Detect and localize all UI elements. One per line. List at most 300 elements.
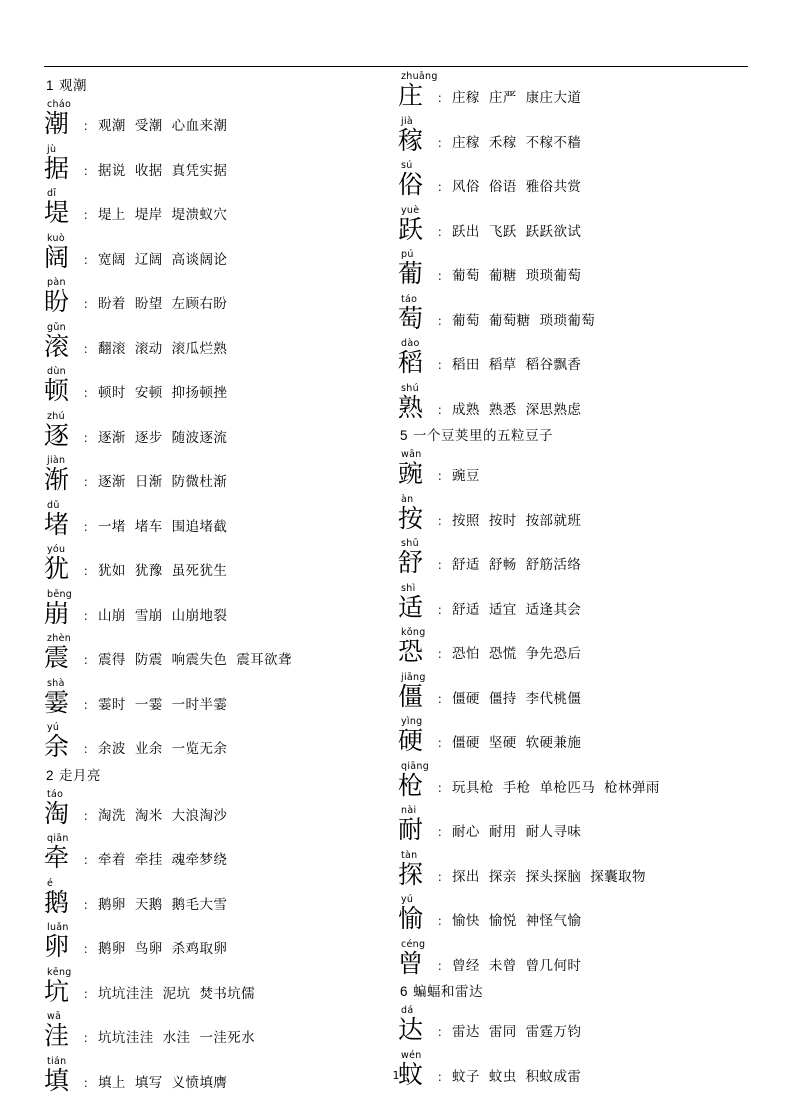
word-list [452,90,581,109]
character-block [44,100,86,137]
pinyin-label: cháo [47,99,72,111]
word-item: 堤上 [98,207,126,224]
word-list [452,913,581,932]
pinyin-label: qiān [47,833,69,845]
word-item: 跃出 [452,223,480,240]
section-title [400,984,730,1000]
word-item: 水洼 [162,1030,191,1047]
word-item: 收据 [134,162,163,179]
word-list [452,735,581,754]
word-list [452,224,581,243]
word-item: 耐用 [488,824,517,841]
pinyin-label: yìng [401,716,423,728]
pinyin-label: tàn [401,849,418,861]
word-item: 舒畅 [488,557,517,574]
word-item: 左顾右盼 [171,296,228,313]
word-item: 填写 [134,1074,163,1091]
pinyin-label: dǔ [47,499,60,511]
word-item: 山崩 [98,607,126,624]
hanzi-character: 填 [44,1065,70,1095]
word-item: 犹豫 [134,563,163,580]
colon-separator: ： [83,119,96,134]
word-item: 禾稼 [488,134,517,151]
word-item: 舒适 [452,557,480,574]
character-block [44,189,86,226]
word-item: 霎时 [98,696,126,713]
colon-separator: ： [437,736,450,751]
hanzi-character: 按 [398,503,424,533]
word-item: 据说 [98,162,126,179]
character-entry [44,634,376,671]
character-block [398,339,440,376]
word-item: 僵硬 [452,735,480,752]
section-label: 观潮 [59,78,88,93]
character-block [398,673,440,710]
word-item: 辽阔 [134,251,163,268]
pinyin-label: nài [401,805,417,817]
colon-separator: ： [83,853,96,868]
word-item: 随波逐流 [171,429,228,446]
character-entry [44,590,376,627]
word-item: 稻草 [488,357,517,373]
pinyin-label: kuò [47,232,65,244]
pinyin-label: dùn [47,366,66,378]
word-item: 积蚊成雷 [525,1068,582,1085]
word-item: 争先恐后 [525,646,582,663]
pinyin-label: sú [401,160,413,171]
word-list [98,341,227,360]
hanzi-character: 跃 [398,214,424,244]
character-entry [44,879,376,916]
character-entry [398,717,730,754]
hanzi-character: 卵 [44,932,70,962]
colon-separator: ： [83,608,96,623]
hanzi-character: 淘 [44,798,70,828]
character-block [44,723,86,760]
hanzi-character: 俗 [398,170,424,199]
word-item: 雪崩 [134,607,163,624]
character-block [44,545,86,582]
hanzi-character: 愉 [398,904,424,934]
colon-separator: ： [437,180,450,194]
word-item: 真凭实据 [171,162,228,179]
word-item: 豌豆 [452,468,480,485]
word-item: 观潮 [98,118,126,135]
character-entry [44,456,376,493]
word-item: 按部就班 [525,512,582,529]
word-list [452,468,480,487]
word-item: 滚动 [134,340,163,357]
word-item: 稻谷飘香 [525,357,582,373]
word-item: 山崩地裂 [171,607,228,624]
word-item: 受潮 [134,118,163,135]
character-block [398,250,440,287]
character-entry [44,1012,376,1049]
hanzi-character: 阔 [44,242,70,272]
word-item: 庄稼 [452,90,480,106]
pinyin-label: jiāng [401,671,426,683]
word-item: 僵持 [488,690,517,707]
pinyin-label: shū [401,538,419,550]
word-item: 李代桃僵 [525,690,582,707]
word-item: 震得 [98,652,126,669]
character-block [398,1006,440,1043]
word-list [452,357,581,376]
pinyin-label: àn [401,493,414,505]
colon-separator: ： [83,1031,96,1046]
pinyin-label: dī [47,188,57,200]
word-item: 愉悦 [488,913,517,930]
hanzi-character: 坑 [44,976,70,1006]
colon-separator: ： [83,653,96,668]
hanzi-character: 庄 [398,81,424,110]
colon-separator: ： [437,91,450,105]
word-item: 坑坑洼洼 [98,985,154,1002]
pinyin-label: zhuāng [401,71,438,82]
word-item: 未曾 [488,957,517,974]
hanzi-character: 达 [398,1015,424,1045]
word-item: 成熟 [452,401,480,418]
word-item: 神怪气愉 [525,913,582,930]
word-list [452,780,660,799]
character-entry [44,790,376,827]
hanzi-character: 犹 [44,554,70,584]
word-list [452,513,581,532]
word-item: 魂牵梦绕 [171,852,228,869]
word-list [98,697,227,716]
character-entry [44,723,376,760]
pinyin-label: shú [401,382,419,394]
word-item: 一洼死水 [199,1030,256,1047]
character-block [44,590,86,627]
word-item: 舒筋活络 [525,557,582,574]
character-block [398,206,440,243]
colon-separator: ： [437,402,450,417]
word-item: 琐琐葡萄 [539,312,596,329]
hanzi-character: 硬 [398,726,424,756]
character-block [44,501,86,538]
word-item: 心血来潮 [171,118,228,135]
word-list [98,852,227,871]
character-entry [44,923,376,960]
word-item: 一堵 [98,518,126,535]
colon-separator: ： [437,691,450,706]
section-number: 5 [400,428,409,443]
pinyin-label: pàn [47,277,66,289]
word-item: 雷达 [452,1024,480,1041]
word-list [98,741,227,760]
word-list [452,602,581,621]
character-block [398,851,440,888]
pinyin-label: zhèn [47,633,72,645]
character-block [398,384,440,421]
word-item: 愉快 [452,913,480,930]
pinyin-label: táo [47,788,64,800]
colon-separator: ： [437,602,450,617]
character-entry [398,628,730,665]
pinyin-label: gǔn [47,321,66,333]
hanzi-character: 曾 [398,948,424,978]
word-item: 一时半霎 [171,696,228,713]
hanzi-character: 僵 [398,681,424,711]
character-block [44,679,86,716]
hanzi-character: 枪 [398,770,424,800]
section-number: 1 [46,78,55,93]
word-item: 淘洗 [98,807,126,824]
hanzi-character: 耐 [398,815,424,845]
section-title [400,428,730,444]
word-item: 雅俗共赏 [525,179,582,195]
word-item: 曾经 [452,957,480,974]
character-block [398,584,440,621]
word-item: 滚瓜烂熟 [171,340,228,357]
word-item: 高谈阔论 [171,251,228,268]
word-item: 按时 [488,512,517,529]
character-block [398,806,440,843]
hanzi-character: 盼 [44,287,70,317]
pinyin-label: bēng [47,588,73,600]
word-item: 泥坑 [162,985,191,1002]
word-list [98,519,227,538]
word-item: 探出 [452,868,480,885]
character-entry [44,834,376,871]
word-item: 堤岸 [134,207,163,224]
character-entry [398,940,730,977]
word-list [452,824,581,843]
word-item: 玩具枪 [452,779,494,796]
word-list [98,1030,255,1049]
word-item: 杀鸡取卵 [171,941,228,958]
section-title [46,78,376,94]
word-item: 耐人寻味 [525,824,582,841]
hanzi-character: 恐 [398,637,424,667]
word-item: 单枪匹马 [539,779,596,796]
word-item: 雷同 [488,1024,517,1041]
word-item: 业余 [134,741,163,758]
word-item: 虽死犹生 [171,563,228,580]
hanzi-character: 渐 [44,465,70,495]
word-list [98,118,227,137]
pinyin-label: kēng [47,966,72,978]
word-list [452,268,581,287]
hanzi-character: 滚 [44,331,70,361]
section-number: 2 [46,767,55,783]
colon-separator: ： [437,825,450,840]
pinyin-label: zhú [47,410,65,422]
hanzi-character: 潮 [44,109,70,139]
word-item: 鹅毛大雪 [171,896,228,913]
pinyin-label: tián [47,1055,67,1067]
word-item: 葡萄糖 [488,312,531,329]
character-entry [44,679,376,716]
word-item: 义愤填膺 [171,1074,228,1091]
character-entry [398,673,730,710]
word-item: 熟悉 [488,401,517,418]
word-item: 深思熟虑 [525,401,582,418]
hanzi-character: 鹅 [44,887,70,917]
character-entry [398,762,730,799]
word-item: 防震 [134,652,163,669]
word-item: 稻田 [452,357,480,373]
character-entry [398,250,730,287]
character-entry [44,278,376,315]
word-item: 淘米 [134,807,163,824]
right-column [398,72,730,1101]
word-item: 逐渐 [98,474,126,491]
hanzi-character: 震 [44,643,70,673]
word-list [98,252,227,271]
word-item: 堵车 [134,518,163,535]
character-entry [398,117,730,154]
colon-separator: ： [437,358,450,372]
pinyin-label: yóu [47,544,66,556]
pinyin-label: yú [47,722,60,734]
word-item: 余波 [98,741,126,758]
word-item: 风俗 [452,179,480,195]
colon-separator: ： [83,942,96,957]
character-block [44,790,86,827]
pinyin-label: wān [401,449,422,461]
hanzi-character: 霎 [44,687,70,717]
word-item: 坚硬 [488,735,517,752]
character-block [398,117,440,154]
character-block [44,412,86,449]
character-entry [44,367,376,404]
hanzi-character: 崩 [44,598,70,628]
word-item: 飞跃 [488,223,517,240]
word-item: 盼望 [134,296,163,313]
pinyin-label: yuè [401,204,420,216]
word-list [98,296,227,315]
word-item: 大浪淘沙 [171,807,228,824]
word-item: 宽阔 [98,251,126,268]
hanzi-character: 余 [44,732,70,762]
word-item: 防微杜渐 [171,474,228,491]
word-list [452,958,581,977]
colon-separator: ： [437,958,450,973]
character-block [44,234,86,271]
word-list [98,986,255,1005]
character-entry [44,100,376,137]
word-item: 探头探脑 [525,868,582,885]
character-block [398,450,440,487]
word-item: 响震失色 [171,652,228,669]
word-item: 蚊虫 [488,1068,517,1085]
colon-separator: ： [83,697,96,712]
character-entry [398,384,730,421]
character-entry [44,412,376,449]
word-list [98,897,227,916]
word-item: 葡萄 [452,268,480,284]
hanzi-character: 逐 [44,420,70,450]
colon-separator: ： [437,469,450,484]
pinyin-label: shì [401,582,416,594]
character-entry [398,339,730,376]
pinyin-label: dá [401,1005,414,1017]
character-block [398,762,440,799]
pinyin-label: jù [47,143,57,155]
word-list [98,207,227,226]
character-block [398,495,440,532]
colon-separator: ： [83,341,96,356]
section-label: 一个豆荚里的五粒豆子 [413,428,554,443]
character-entry [398,206,730,243]
colon-separator: ： [83,297,96,312]
character-entry [44,545,376,582]
word-list [98,808,227,827]
hanzi-character: 牵 [44,843,70,873]
character-entry [44,189,376,226]
colon-separator: ： [83,475,96,490]
word-item: 适宜 [488,601,517,618]
word-item: 按照 [452,512,480,529]
word-list [98,652,292,671]
page-number: 1 [392,1069,400,1082]
character-entry [398,584,730,621]
pinyin-label: wén [401,1049,422,1061]
hanzi-character: 豌 [398,459,424,489]
word-item: 一霎 [134,696,163,713]
pinyin-label: céng [401,938,426,950]
word-item: 牵着 [98,852,126,869]
word-item: 逐渐 [98,429,126,446]
character-entry [398,895,730,932]
character-block [44,834,86,871]
hanzi-character: 堤 [44,198,70,228]
word-list [98,608,227,627]
character-block [398,295,440,332]
character-block [398,161,440,198]
character-entry [398,495,730,532]
character-entry [398,539,730,576]
character-block [44,968,86,1005]
section-number: 6 [400,984,409,1000]
pinyin-label: táo [401,293,418,305]
pinyin-label: kǒng [401,627,426,639]
hanzi-character: 熟 [398,392,424,422]
hanzi-character: 探 [398,859,424,889]
character-block [44,879,86,916]
character-block [398,940,440,977]
word-item: 软硬兼施 [525,735,582,752]
word-list [452,135,581,154]
two-column-layout [44,72,748,1101]
character-entry [398,72,730,109]
character-entry [44,323,376,360]
character-entry [44,145,376,182]
word-item: 探囊取物 [590,868,646,885]
character-block [398,628,440,665]
colon-separator: ： [437,647,450,662]
word-list [98,385,227,404]
colon-separator: ： [437,513,450,528]
character-entry [398,851,730,888]
word-item: 鹅卵 [98,941,126,958]
word-item: 一览无余 [171,741,228,758]
pinyin-label: wā [47,1011,62,1023]
word-item: 探亲 [488,868,517,885]
pinyin-label: é [47,877,54,889]
section-title [46,768,376,784]
word-list [98,474,227,493]
hanzi-character: 舒 [398,548,424,578]
word-list [452,691,581,710]
character-block [44,323,86,360]
character-block [44,634,86,671]
character-block [398,539,440,576]
word-item: 震耳欲聋 [236,652,292,669]
word-item: 鸟卵 [134,941,163,958]
